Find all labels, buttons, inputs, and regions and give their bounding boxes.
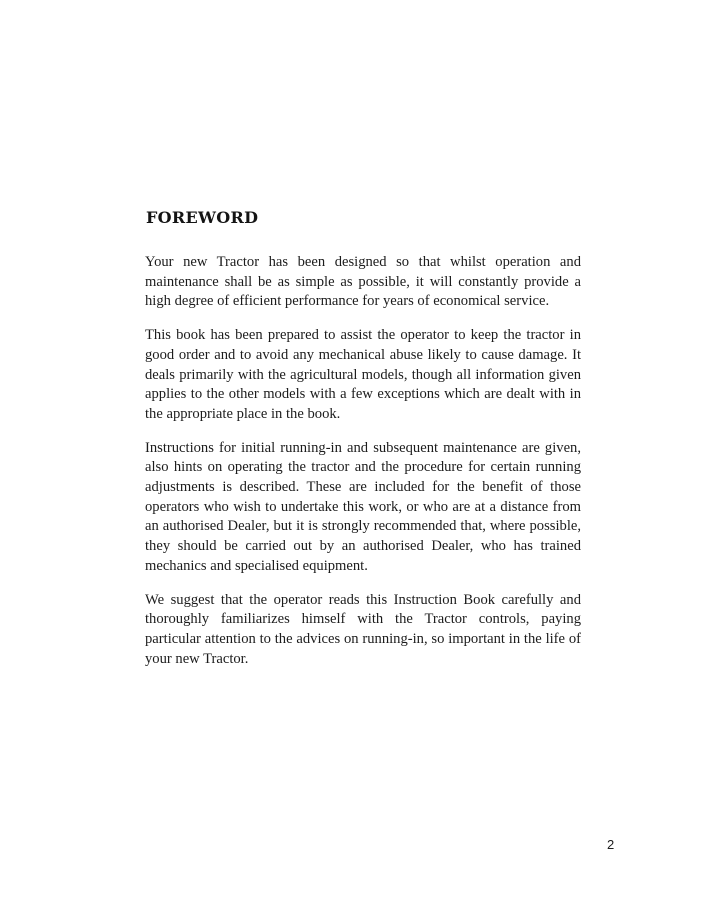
paragraph-3: Instructions for initial running-in and subsequent maintenance are given, also hints on operating the tractor and the procedure for certain running adjustments is described. These are included for the benefit of those operators who wish to undertake this work, or who are at a distance from an authorised Dealer, but it is strongly recommended that, where possible, they should be carried out by an authorised Dealer, who has trained mechanics and specialised equipment. bbox=[145, 439, 581, 574]
paragraph-1: Your new Tractor has been designed so that whilst operation and maintenance shall be as simple as possible, it will constantly provide a high degree of efficient performance for years of economical service. bbox=[145, 254, 581, 310]
paragraph-2: This book has been prepared to assist the operator to keep the tractor in good order and to avoid any mechanical abuse likely to cause damage. It deals primarily with the agricultural models, though all information given applies to the other models with a few exceptions which are dealt with in the appropriate place in the book. bbox=[145, 327, 581, 422]
page-number: 2 bbox=[607, 837, 615, 852]
page-heading: FOREWORD bbox=[146, 208, 259, 227]
paragraph-4: We suggest that the operator reads this Instruction Book carefully and thoroughly familiarizes himself with the Tractor controls, paying particular attention to the advices on running-in, so important in the life of your new Tractor. bbox=[145, 591, 581, 667]
foreword-body bbox=[145, 253, 581, 683]
